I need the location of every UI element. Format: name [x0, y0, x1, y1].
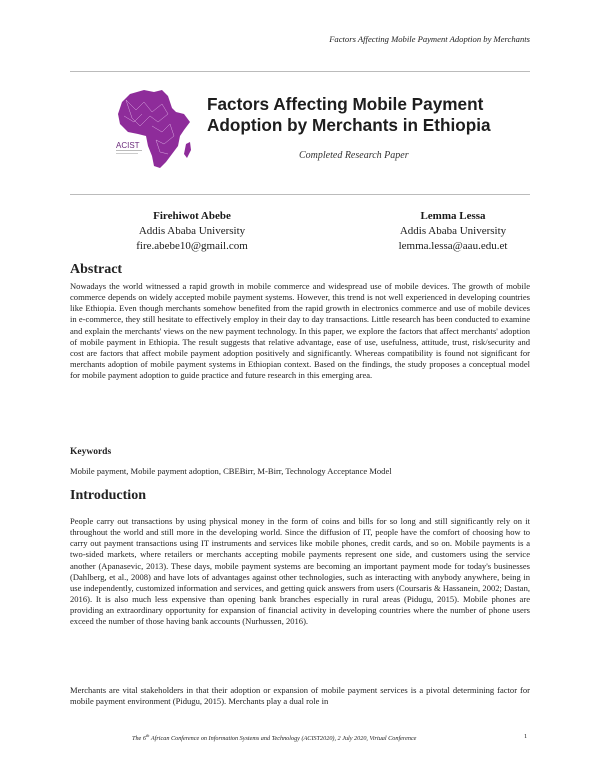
madagascar-shape — [184, 142, 191, 158]
running-head: Factors Affecting Mobile Payment Adoption by Merchants — [329, 34, 530, 44]
author-2 — [373, 209, 533, 254]
page-number: 1 — [524, 733, 528, 740]
author-affiliation: Addis Ababa University — [399, 225, 507, 237]
africa-map-shape — [118, 90, 190, 168]
paper-type: Completed Research Paper — [299, 150, 409, 161]
author-email: lemma.lessa@aau.edu.et — [398, 240, 508, 252]
paper-title: Factors Affecting Mobile Payment Adoption by Merchants in Ethiopia — [207, 94, 491, 135]
author-name: Firehiwot Abebe — [153, 210, 231, 222]
footer-sup: th — [145, 733, 150, 738]
page-footer — [132, 733, 416, 742]
title-box — [70, 71, 530, 195]
author-1 — [112, 209, 272, 254]
acist-logo-text: ACIST — [116, 141, 140, 150]
introduction-paragraph-1: People carry out transactions by using physical money in the form of coins and bills for so long and still significantly rely on it throughout the world and still more in the developing world. Since the diffusion of IT, people have the comfort of choosing how to carry out payment transactions using IT instruments and services like mobile phones, credit cards, and so on. Mobile payments is a two-sided markets, where retailers or merchants accepting mobile payments represent one side, and customers using the service another (Apanasevic, 2013). These days, mobile payment systems are becoming an important payment mode for today's businesses (Dahlberg, et al., 2008) and have lots of advantages against other technologies, such as interacting with anybody anywhere, being in use independently, customized information and services, and getting quick answers from users (Coursaris & Hassanein, 2002; Dastan, 2016). It is also much less expensive than opening bank branches especially in rural areas (Pidugu, 2015). Mobile phones are providing an extraordinary opportunity for expansion of financial activity in developing countries where the number of phone users exceed the number of those having bank accounts (Nurhussen, 2016). — [70, 516, 530, 627]
keywords-heading: Keywords — [70, 447, 112, 457]
footer-text: African Conference on Information Systems and Technology (ACIST2020), 2 July 2020, Virtual Conference — [149, 735, 417, 743]
acist-logo — [112, 86, 202, 178]
footer-prefix: The 6 — [132, 735, 146, 743]
introduction-heading: Introduction — [70, 488, 146, 503]
author-email: fire.abebe10@gmail.com — [136, 240, 248, 252]
author-name: Lemma Lessa — [420, 210, 486, 222]
abstract-text: Nowadays the world witnessed a rapid growth in mobile commerce and widespread use of mobile devices. The growth of mobile commerce depends on widely accepted mobile payment systems. However, this trend is not well experienced in developing countries like Ethiopia. Even though merchants somehow benefited from the rapid growth in electronics commerce and use of mobile devices in e-commerce, they still hesitate to effectively employ in their day to day transactions. Little research has been conducted to examine and explain the merchants' views on the new payment technology. In this paper, we explore the factors that affect merchants' adoption of mobile payment in Ethiopia. The result suggests that relative advantage, ease of use, usefulness, attitude, trust, risk/security and cost are factors that affect mobile payment adoption positively and significantly. Whereas compatibility is found not significant for merchants adoption of mobile payment systems in Ethiopian context. Based on the findings, the study proposes a conceptual model for mobile payment adoption to guide practice and future research in this emerging area. — [70, 281, 530, 381]
author-affiliation: Addis Ababa University — [138, 225, 246, 237]
introduction-paragraph-2: Merchants are vital stakeholders in that their adoption or expansion of mobile payment services is a pivotal determining factor for mobile payment environment (Pidugu, 2015). Merchants play a dual role in — [70, 685, 530, 707]
abstract-heading: Abstract — [70, 262, 123, 277]
keywords-text: Mobile payment, Mobile payment adoption, CBEBirr, M-Birr, Technology Acceptance Model — [70, 466, 392, 476]
